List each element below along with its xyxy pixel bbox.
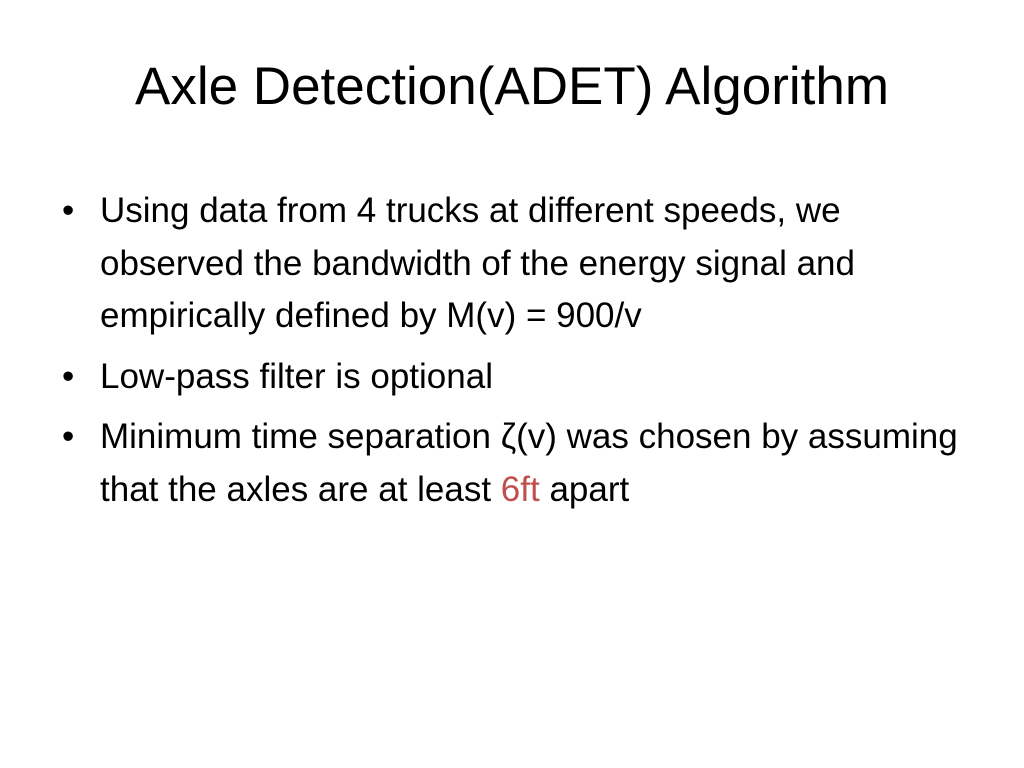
bullet-point-icon: •	[62, 356, 75, 396]
bullet-point-icon: •	[62, 191, 75, 230]
list-item-text-tail: apart	[539, 469, 630, 509]
list-item	[52, 185, 982, 343]
list-item-text	[100, 411, 982, 516]
list-item	[52, 351, 982, 404]
bullet-point-icon: •	[62, 417, 75, 456]
list-item	[52, 411, 982, 516]
bullet-list	[52, 185, 982, 524]
list-item-text-main: Using data from 4 trucks at different speeds, we observed the bandwidth of the energy signal and empirically defined by M(v) = 900/v	[100, 191, 855, 335]
list-item-text-accent: 6ft	[500, 469, 540, 509]
list-item-text-main: Low-pass filter is optional	[100, 356, 493, 396]
list-item-text	[100, 351, 982, 404]
list-item-text	[100, 185, 982, 343]
page-title: Axle Detection(ADET) Algorithm	[134, 57, 890, 116]
list-item-text-main: Minimum time separation ζ(v) was chosen by assuming that the axles are at least	[100, 417, 958, 509]
